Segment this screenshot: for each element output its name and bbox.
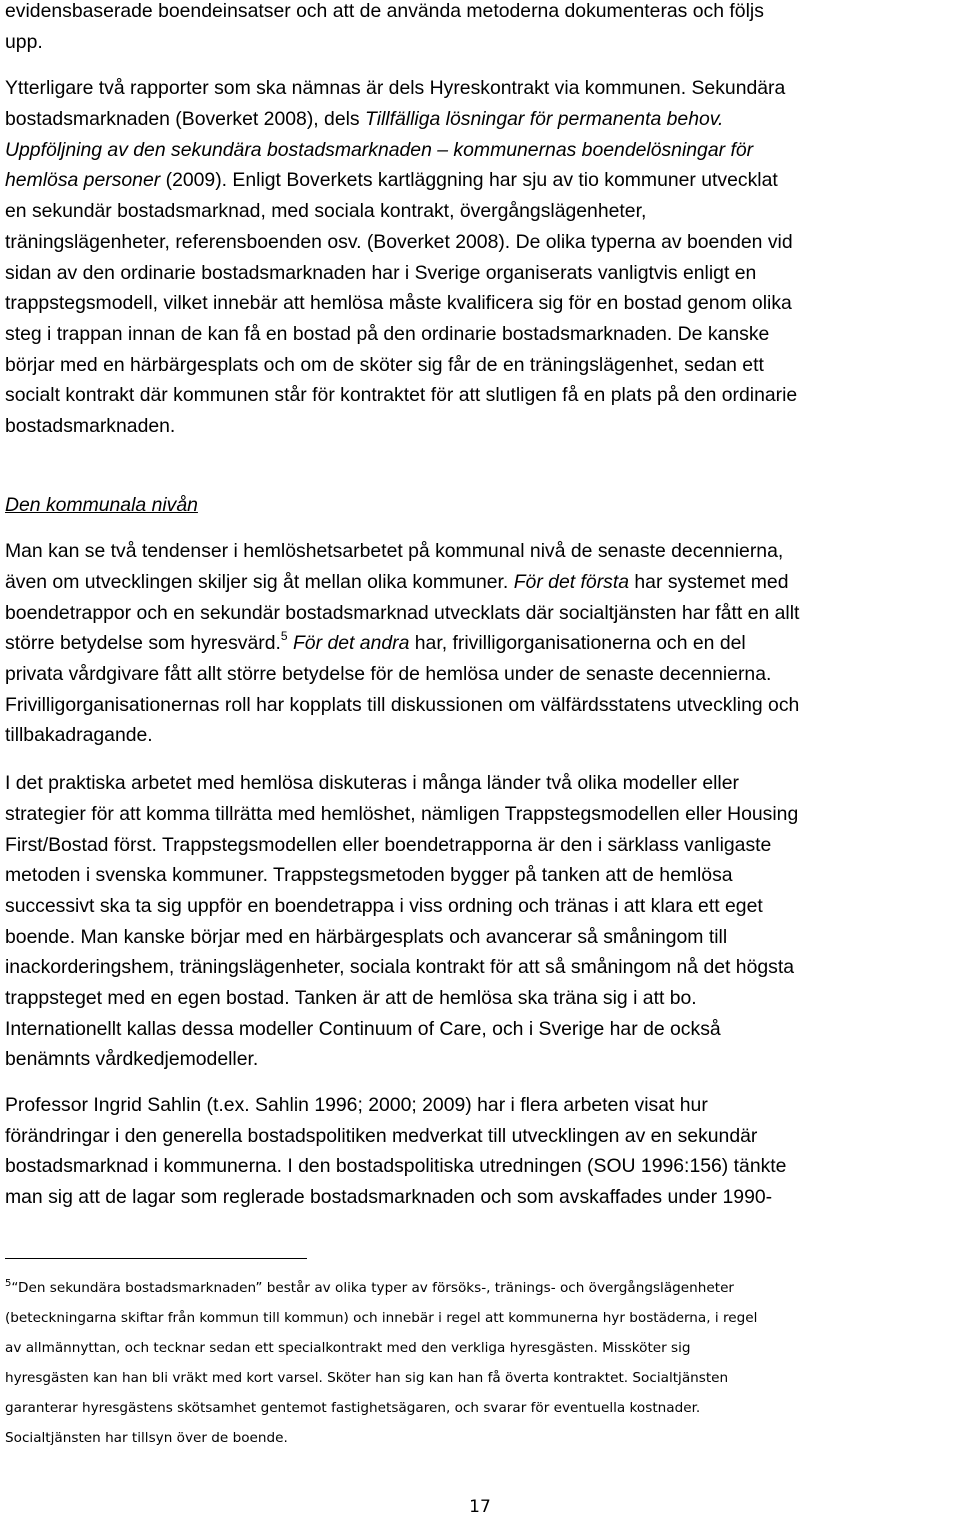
footnote-line: Socialtjänsten har tillsyn över de boende. [5,1430,288,1447]
text-line: tillbakadragande. [5,724,153,747]
text-line: I det praktiska arbetet med hemlösa diskuteras i många länder två olika modeller eller [5,772,739,795]
sahlin-paragraph [5,1090,960,1213]
footnote-line: hyresgästen kan han bli vräkt med kort varsel. Sköter han sig kan han få överta kontraktet. Socialtjänsten [5,1370,729,1387]
text-line: Man kan se två tendenser i hemlöshetsarbetet på kommunal nivå de senaste decennierna, [5,540,784,563]
text-run: större betydelse som hyresvärd. [5,632,281,655]
text-run: har, frivilligorganisationerna och en del [409,632,746,655]
text-line: socialt kontrakt där kommunen står för kontraktet för att slutligen få en plats på den ordinarie [5,384,798,407]
emphasis-italic: För det första [513,571,630,593]
text-line: inackorderingshem, träningslägenheter, sociala kontrakt för att så småningom nå det högsta [5,956,795,979]
footnote-text: “Den sekundära bostadsmarknaden” består av olika typer av försöks-, tränings- och övergångslägenheter [11,1280,735,1296]
text-line: förändringar i den generella bostadspolitiken medverkat till utvecklingen av en sekundär [5,1124,758,1147]
emphasis-italic: För det andra [287,632,410,655]
report-title-italic: Tillfälliga lösningar för permanenta behov. [365,108,724,131]
trends-paragraph [5,536,960,751]
models-paragraph [5,768,960,1075]
spacer [5,751,960,768]
text-line: successivt ska ta sig uppför en boendetrappa i viss ordning och tränas i att klara ett eget [5,894,763,917]
text-line: träningslägenheter, referensboenden osv. (Boverket 2008). De olika typerna av boenden vid [5,230,793,253]
spacer [5,57,960,73]
text-line: steg i trappan innan de kan få en bostad på den ordinarie bostadsmarknaden. De kanske [5,322,770,345]
text-line: en sekundär bostadsmarknad, med sociala kontrakt, övergångslägenheter, [5,200,647,223]
text-line: trappstegsmodell, vilket innebär att hemlösa måste kvalificera sig för en bostad genom olika [5,292,792,315]
text-run: har systemet med [629,571,789,593]
text-line: upp. [5,30,43,53]
text-line: Internationellt kallas dessa modeller Continuum of Care, och i Sverige har de också [5,1017,721,1040]
text-line: trappsteget med en egen bostad. Tanken är att de hemlösa ska träna sig i att bo. [5,986,697,1009]
footnote-reference[interactable]: 5 [280,629,288,644]
section-heading: Den kommunala nivån [5,493,198,516]
footnote-number: 5 [5,1278,12,1289]
footnote-line: (beteckningarna skiftar från kommun till kommun) och innebär i regel att kommunerna hyr bostäderna, i regel [5,1310,758,1327]
text-line: Ytterligare två rapporter som ska nämnas är dels Hyreskontrakt via kommunen. Sekundära [5,77,786,100]
text-run: även om utvecklingen skiljer sig åt mellan olika kommuner. [5,571,514,593]
text-line: evidensbaserade boendeinsatser och att de använda metoderna dokumenteras och följs [5,0,764,22]
text-line [5,104,960,135]
top-paragraph [5,0,960,57]
text-line: Professor Ingrid Sahlin (t.ex. Sahlin 1996; 2000; 2009) har i flera arbeten visat hur [5,1094,708,1116]
text-run: (2009). Enligt Boverkets kartläggning har sju av tio kommuner utvecklat [160,169,778,192]
page-number: 17 [469,1497,491,1517]
spacer [5,520,960,536]
footnote-separator [5,1258,307,1259]
text-line: man sig att de lagar som reglerade bostadsmarknaden och som avskaffades under 1990- [5,1186,773,1209]
text-line [5,628,960,659]
text-line: boende. Man kanske börjar med en härbärgesplats och avancerar så småningom till [5,925,728,948]
text-line: First/Bostad först. Trappstegsmodellen eller boendetrapporna är den i särklass vanligaste [5,833,772,856]
spacer [5,1075,960,1090]
text-line: benämnts vårdkedjemodeller. [5,1048,259,1071]
text-line: sidan av den ordinarie bostadsmarknaden har i Sverige organiserats vanligtvis enligt en [5,261,757,284]
text-line: bostadsmarknad i kommunerna. I den bostadspolitiska utredningen (SOU 1996:156) tänkte [5,1155,787,1178]
report-title-italic-line: Uppföljning av den sekundära bostadsmarknaden – kommunernas boendelösningar för [5,138,754,161]
footnote-line: av allmännyttan, och tecknar sedan ett specialkontrakt med den verkliga hyresgästen. Missköter sig [5,1340,691,1357]
text-line: privata vårdgivare fått allt större betydelse för de hemlösa under de senaste decennierna. [5,663,772,686]
text-line [5,567,960,598]
report-title-italic: hemlösa personer [5,169,161,192]
footnote-line [5,1273,960,1303]
text-line: boendetrappor och en sekundär bostadsmarknad utvecklats där socialtjänsten har fått en allt [5,601,800,624]
text-line [5,165,960,196]
footnote [5,1273,960,1454]
text-run: bostadsmarknaden (Boverket 2008), dels [5,108,366,131]
footnote-line: garanterar hyresgästens skötsamhet gentemot fastighetsägaren, och svarar för eventuella kostnader. [5,1400,701,1417]
reports-paragraph [5,73,960,441]
text-line: bostadsmarknaden. [5,414,176,437]
text-line: strategier för att komma tillrätta med hemlöshet, nämligen Trappstegsmodellen eller Housing [5,802,799,825]
document-page [5,0,960,1213]
spacer [5,442,960,490]
text-line: metoden i svenska kommuner. Trappstegsmetoden bygger på tanken att de hemlösa [5,864,733,887]
text-line: Frivilligorganisationernas roll har kopplats till diskussionen om välfärdsstatens utveckling och [5,693,800,716]
text-line: börjar med en härbärgesplats och om de sköter sig får de en träningslägenhet, sedan ett [5,353,764,376]
